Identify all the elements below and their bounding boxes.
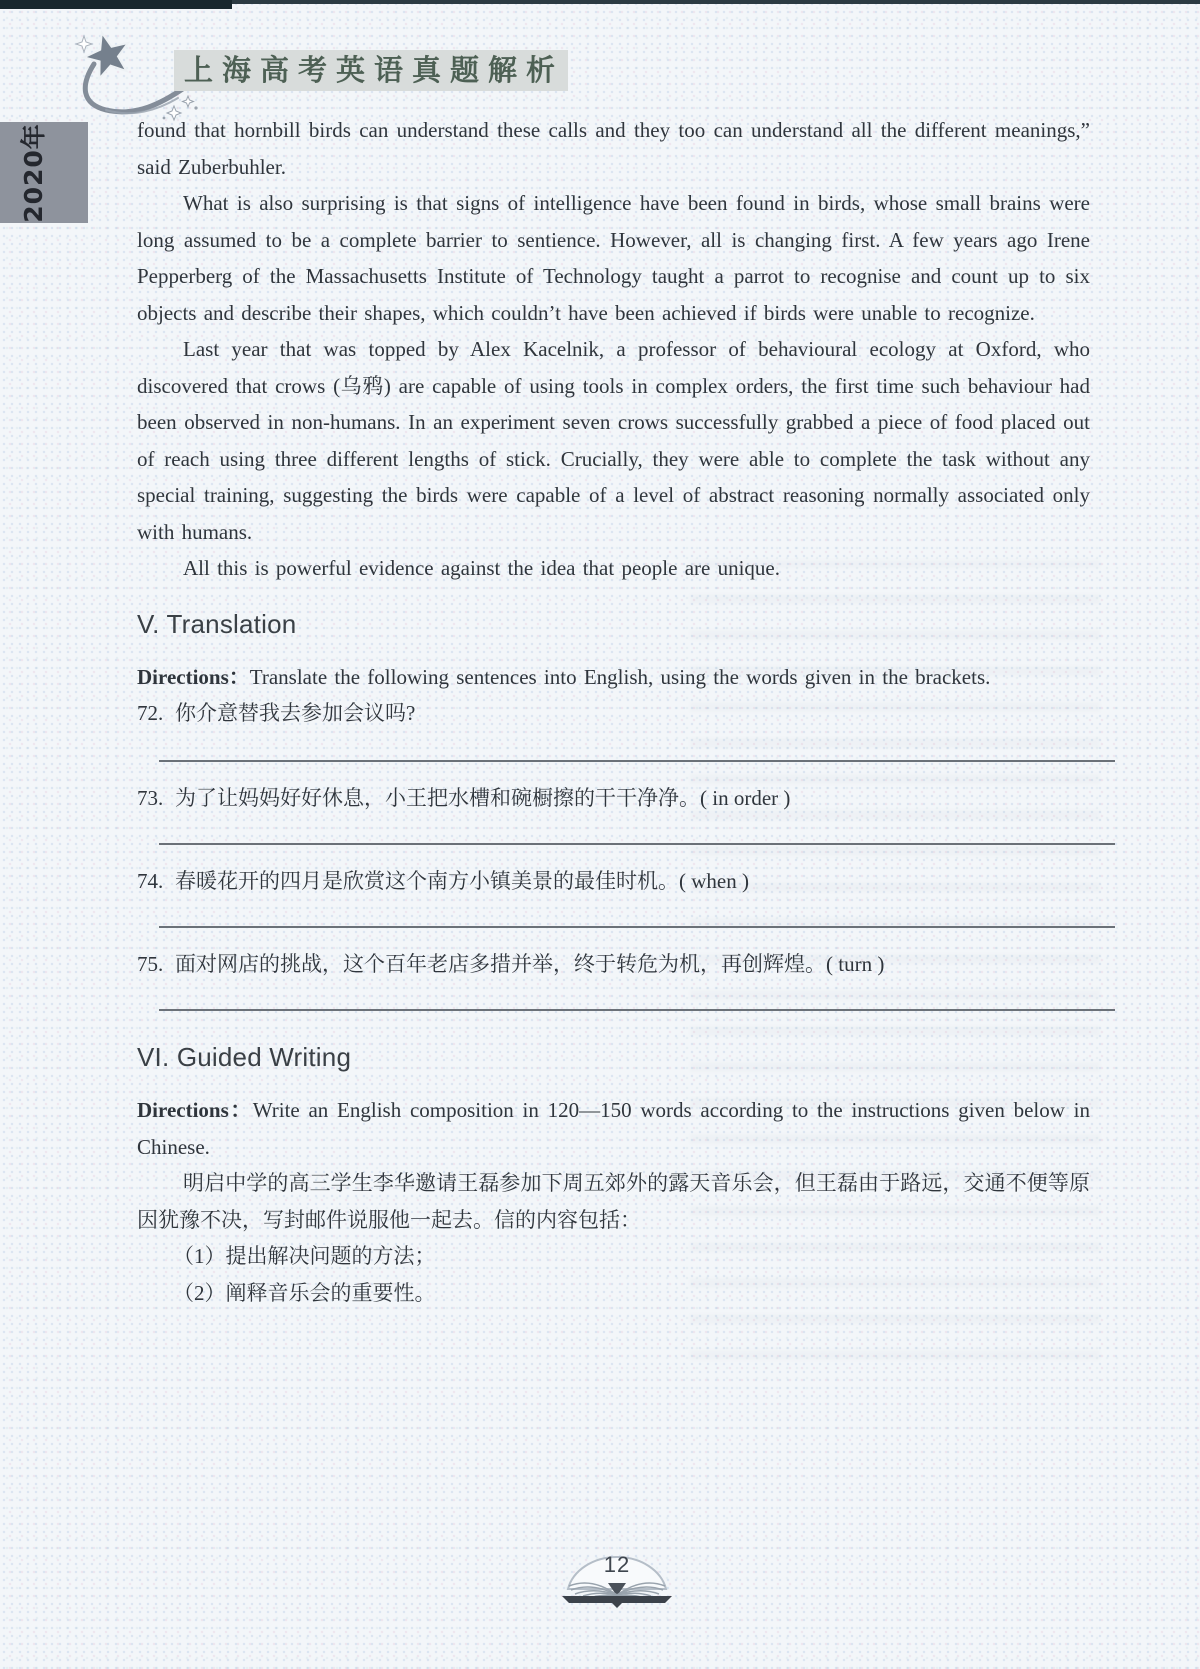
reading-paragraph: Last year that was topped by Alex Kacelnik, a professor of behavioural ecology at Oxford, who discovered that crows (乌鸦) are capable of using tools in complex orders, the first time such behaviour had been observed in non-humans. In an experiment seven crows successfully grabbed a piece of food placed out of reach using three different lengths of stick. Crucially, they were able to complete the task without any special training, suggesting the birds were capable of a level of abstract reasoning normally associated only with humans.: [137, 337, 1090, 544]
answer-blank-line: [159, 760, 1115, 762]
reading-paragraph: found that hornbill birds can understand these calls and they too can understand all the different meanings,” said Zuberbuhler.: [137, 118, 1090, 179]
question-number: 74.: [137, 869, 164, 893]
question-text: 面对网店的挑战，这个百年老店多措并举，终于转危为机，再创辉煌。( turn ): [175, 952, 885, 976]
book-header-logo: [66, 26, 565, 116]
page-content: [137, 112, 1090, 1311]
translation-question-74: [137, 863, 1090, 928]
translation-question-73: [137, 780, 1090, 845]
directions-label: Directions：: [137, 664, 250, 689]
question-text: 你介意替我去参加会议吗?: [175, 701, 416, 725]
translation-directions: [137, 659, 1090, 696]
question-text: 为了让妈妈好好休息，小王把水槽和碗橱擦的干干净净。( in order ): [175, 786, 791, 810]
year-tab-label: 2020年: [19, 122, 48, 223]
answer-blank-line: [159, 1009, 1115, 1011]
section-heading-guided-writing: VI. Guided Writing: [137, 1042, 352, 1072]
section-heading-translation: V. Translation: [137, 608, 297, 639]
top-edge-strip-left: [0, 0, 232, 9]
question-number: 73.: [137, 786, 164, 810]
question-number: 72.: [137, 701, 164, 725]
page-footer: [552, 1545, 682, 1609]
reading-paragraph: What is also surprising is that signs of intelligence have been found in birds, whose small brains were long assumed to be a complete barrier to sentience. However, all is changing first. A few years ago Irene Pepperberg of the Massachusetts Institute of Technology taught a parrot to recognise and count up to six objects and describe their shapes, which couldn’t have been achieved if birds were unable to recognize.: [137, 191, 1090, 325]
directions-text: Translate the following sentences into English, using the words given in the brackets.: [249, 664, 991, 689]
answer-blank-line: [159, 843, 1115, 845]
writing-directions: [137, 1092, 1090, 1165]
directions-text: Write an English composition in 120—150 words according to the instructions given below in Chinese.: [137, 1098, 1090, 1159]
translation-question-75: [137, 946, 1090, 1011]
year-tab-2020: [0, 122, 88, 223]
question-number: 75.: [137, 952, 164, 976]
writing-point-1: （1）提出解决问题的方法；: [173, 1244, 436, 1268]
question-text: 春暖花开的四月是欣赏这个南方小镇美景的最佳时机。( when ): [175, 869, 749, 893]
reading-paragraph: All this is powerful evidence against the idea that people are unique.: [183, 556, 780, 580]
answer-blank-line: [159, 926, 1115, 928]
page-number: 12: [603, 1552, 631, 1577]
translation-question-72: [137, 695, 1090, 762]
directions-label: Directions：: [137, 1098, 253, 1122]
writing-point-2: （2）阐释音乐会的重要性。: [173, 1280, 436, 1305]
book-title: 上海高考英语真题解析: [174, 50, 568, 91]
writing-prompt: 明启中学的高三学生李华邀请王磊参加下周五郊外的露天音乐会，但王磊由于路远，交通不便等原因犹豫不决，写封邮件说服他一起去。信的内容包括：: [137, 1171, 1090, 1232]
